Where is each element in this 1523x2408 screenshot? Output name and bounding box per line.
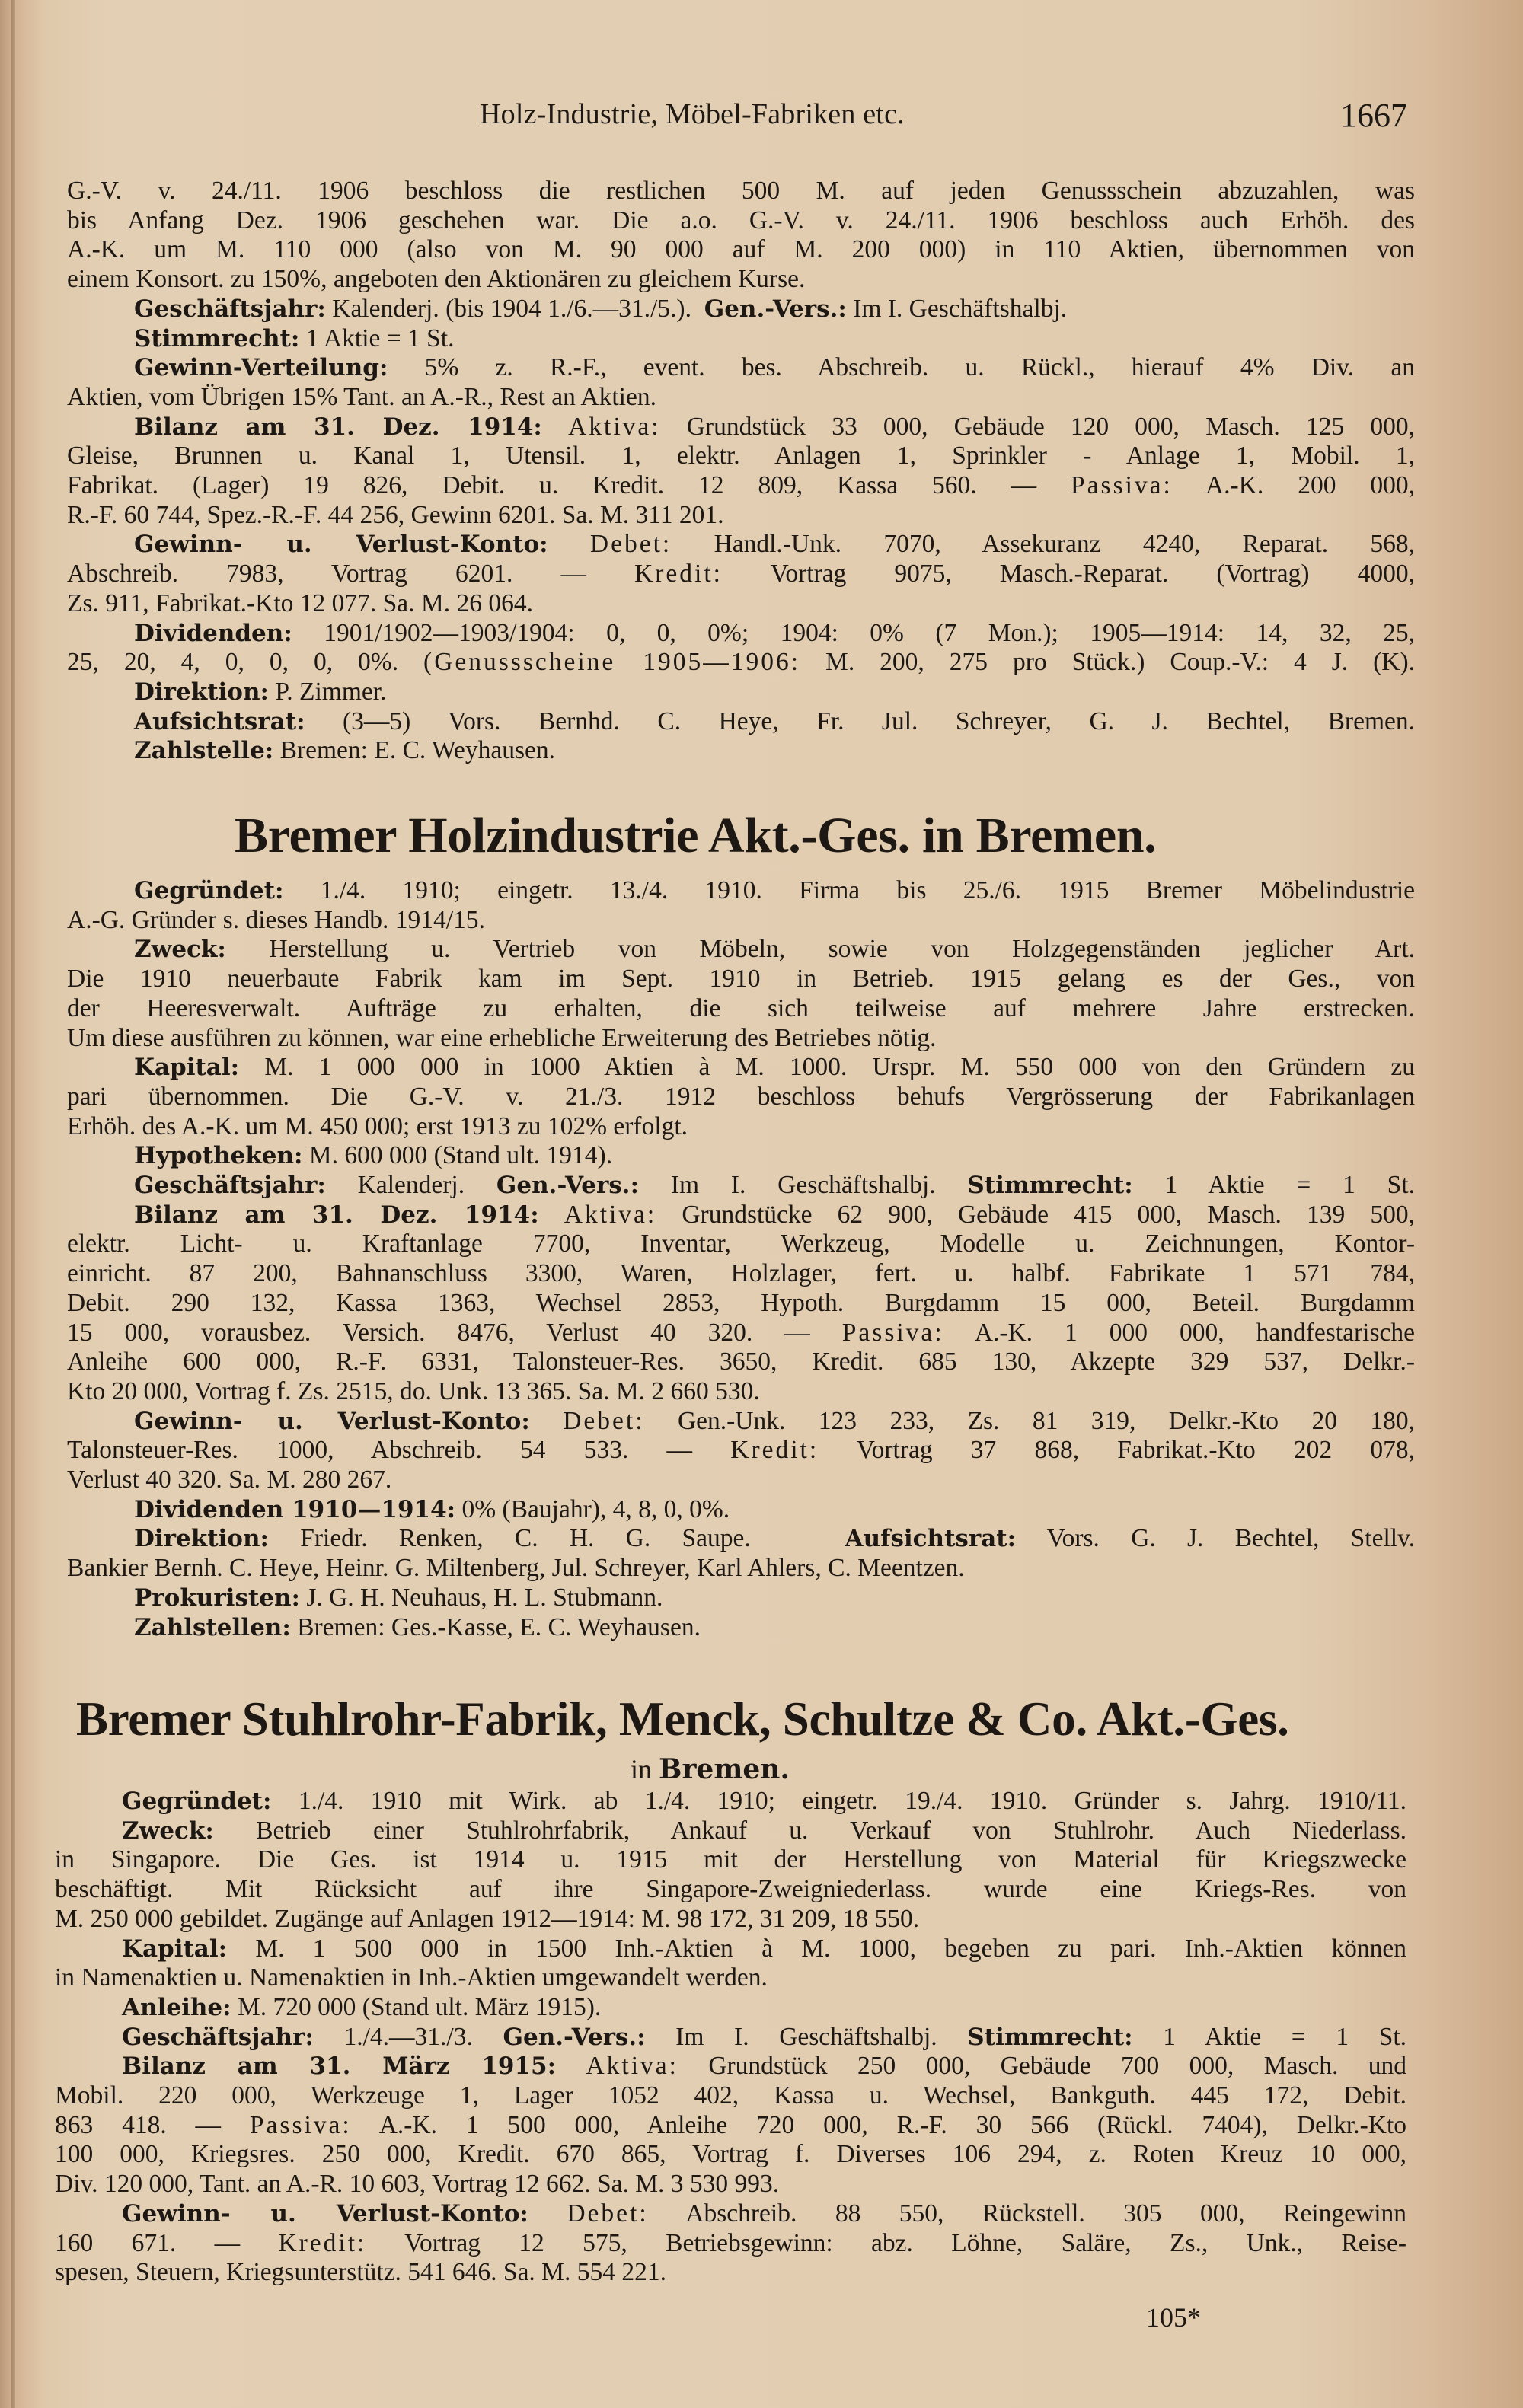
entry-title: Bremer Holzindustrie Akt.-Ges. in Bremen.: [235, 808, 1157, 863]
direktion-line: [67, 1524, 1415, 1554]
prokuristen-line: [67, 1584, 1415, 1613]
text-line: [67, 1319, 1415, 1348]
field-label: Aufsichtsrat:: [845, 1525, 1017, 1553]
text-span: (Genussscheine 1905—1906:: [423, 648, 801, 677]
aufsichtsrat-line: [67, 707, 1415, 737]
field-value: (3—5) Vors. Bernhd. C. Heye, Fr. Jul. Schreyer, G. J. Bechtel, Bremen.: [343, 706, 1416, 735]
text-span: 25, 20, 4, 0, 0, 0, 0%.: [67, 648, 399, 677]
text-line: [67, 648, 1415, 678]
text-line: [55, 2111, 1406, 2141]
text-line: beschäftigt. Mit Rücksicht auf ihre Singapore-Zweigniederlass. wurde eine Kriegs-Res. von: [55, 1875, 1406, 1904]
text-line: einricht. 87 200, Bahnanschluss 3300, Waren, Holzlager, fert. u. halbf. Fabrikate 1 571 784,: [67, 1259, 1415, 1288]
entry-subtitle: [631, 1753, 790, 1785]
field-value: 0% (Baujahr), 4, 8, 0, 0%.: [461, 1494, 730, 1523]
text-line: Verlust 40 320. Sa. M. 280 267.: [67, 1466, 392, 1494]
text-line: bis Anfang Dez. 1906 geschehen war. Die a.o. G.-V. v. 24./11. 1906 beschloss auch Erhöh. des: [67, 206, 1415, 234]
field-value: M. 1 000 000 in 1000 Aktien à M. 1000. Urspr. M. 550 000 von den Gründern zu: [264, 1053, 1415, 1082]
debet-label: Debet:: [567, 2199, 649, 2228]
text-span: A.-K. 1 000 000, handfestarische: [974, 1318, 1416, 1347]
book-spine-shadow: [11, 0, 15, 2408]
text-line: G.-V. v. 24./11. 1906 beschloss die restlichen 500 M. auf jeden Genussschein abzuzahlen, was: [67, 177, 1415, 205]
field-label: Stimmrecht:: [134, 324, 300, 352]
field-value: P. Zimmer.: [275, 677, 387, 706]
text-line: einem Konsort. zu 150%, angeboten den Aktionären zu gleichem Kurse.: [67, 265, 806, 294]
text-line: [67, 471, 1415, 501]
field-label: Hypotheken:: [134, 1142, 303, 1170]
text-line: elektr. Licht- u. Kraftanlage 7700, Inventar, Werkzeug, Modelle u. Zeichnungen, Kontor-: [67, 1230, 1415, 1258]
field-value: J. G. H. Neuhaus, H. L. Stubmann.: [306, 1583, 663, 1612]
field-value: Kalenderj. (bis 1904 1./6.—31./5.).: [332, 294, 691, 323]
field-label: Gewinn- u. Verlust-Konto:: [134, 531, 548, 559]
zahlstelle-line: [67, 736, 1415, 766]
text-line: pari übernommen. Die G.-V. v. 21./3. 1912 beschloss behufs Vergrösserung der Fabrikanlagen: [67, 1082, 1415, 1111]
field-label: Stimmrecht:: [967, 2023, 1133, 2051]
field-value: Bremen: E. C. Weyhausen.: [279, 736, 556, 765]
field-label: Zahlstelle:: [134, 737, 274, 765]
passiva-label: Passiva:: [249, 2110, 352, 2139]
subtitle-in: in: [631, 1754, 653, 1784]
geschaeftsjahr-line: [67, 1171, 1415, 1201]
text-line: [67, 560, 1415, 589]
field-value: Im I. Geschäftshalbj.: [853, 294, 1068, 323]
field-label: Geschäftsjahr:: [122, 2023, 314, 2051]
field-value: Bremen: Ges.-Kasse, E. C. Weyhausen.: [297, 1612, 701, 1641]
running-head: Holz-Industrie, Möbel-Fabriken etc.: [480, 98, 905, 130]
field-label: Bilanz am 31. März 1915:: [122, 2052, 557, 2081]
bilanz-line: [67, 413, 1415, 442]
field-value: Im I. Geschäftshalbj.: [670, 1171, 936, 1200]
text-span: 863 418. —: [55, 2110, 222, 2139]
text-span: 15 000, vorausbez. Versich. 8476, Verlust 40 320. —: [67, 1318, 810, 1347]
direktion-line: [67, 678, 1415, 707]
field-value: 1./4.—31./3.: [343, 2022, 473, 2051]
debet-label: Debet:: [589, 530, 672, 559]
geschaeftsjahr-line: [55, 2023, 1406, 2052]
field-value: Grundstück 250 000, Gebäude 700 000, Masch. und: [708, 2052, 1407, 2081]
field-label: Gen.-Vers.:: [704, 295, 847, 323]
bilanz-line: [55, 2052, 1406, 2081]
text-span: Vortrag 37 868, Fabrikat.-Kto 202 078,: [856, 1436, 1415, 1465]
field-label: Direktion:: [134, 1525, 269, 1553]
field-label: Aufsichtsrat:: [134, 707, 305, 735]
text-line: spesen, Steuern, Kriegsunterstütz. 541 646. Sa. M. 554 221.: [55, 2258, 666, 2287]
text-line: A.-K. um M. 110 000 (also von M. 90 000 auf M. 200 000) in 110 Aktien, übernommen von: [67, 235, 1415, 264]
kredit-label: Kredit:: [634, 560, 723, 588]
guv-line: [67, 1407, 1415, 1437]
field-label: Prokuristen:: [134, 1584, 300, 1612]
field-label: Zweck:: [122, 1816, 214, 1845]
field-label: Gewinn- u. Verlust-Konto:: [134, 1407, 530, 1435]
subtitle-city: Bremen.: [659, 1753, 790, 1785]
field-label: Gewinn-Verteilung:: [134, 354, 388, 382]
text-line: Aktien, vom Übrigen 15% Tant. an A.-R., Rest an Aktien.: [67, 382, 656, 411]
geschaeftsjahr-line: [67, 295, 1415, 324]
field-value: 1./4. 1910 mit Wirk. ab 1./4. 1910; eingetr. 19./4. 1910. Gründer s. Jahrg. 1910/11.: [298, 1787, 1407, 1815]
entry-stuhlrohr: [55, 1787, 1406, 2288]
passiva-label: Passiva:: [841, 1318, 944, 1347]
field-value: Betrieb einer Stuhlrohrfabrik, Ankauf u. Verkauf von Stuhlrohr. Auch Niederlass.: [256, 1816, 1407, 1845]
text-span: Vortrag 12 575, Betriebsgewinn: abz. Löhne, Saläre, Zs., Unk., Reise-: [404, 2228, 1406, 2257]
text-line: Zs. 911, Fabrikat.-Kto 12 077. Sa. M. 26 064.: [67, 588, 533, 617]
text-line: der Heeresverwalt. Aufträge zu erhalten, die sich teilweise auf mehrere Jahre erstrecken.: [67, 993, 1415, 1022]
page-number: 1667: [1340, 97, 1407, 134]
field-label: Kapital:: [122, 1934, 228, 1963]
text-span: Fabrikat. (Lager) 19 826, Debit. u. Kredit. 12 809, Kassa 560. —: [67, 471, 1037, 500]
field-label: Geschäftsjahr:: [134, 1172, 326, 1200]
field-label: Anleihe:: [122, 1993, 231, 2021]
dividenden-line: [67, 619, 1415, 649]
aktiva-label: Aktiva:: [586, 2052, 678, 2081]
text-span: A.-K. 200 000,: [1205, 471, 1416, 500]
debet-label: Debet:: [563, 1406, 645, 1435]
text-line: Debit. 290 132, Kassa 1363, Wechsel 2853, Hypoth. Burgdamm 15 000, Beteil. Burgdamm: [67, 1288, 1415, 1317]
entry-holzindustrie: [67, 876, 1415, 1642]
field-value: 1 Aktie = 1 St.: [1163, 2022, 1407, 2051]
entry-title: Bremer Stuhlrohr-Fabrik, Menck, Schultze & Co. Akt.-Ges.: [76, 1692, 1289, 1746]
field-label: Dividenden:: [134, 619, 292, 647]
field-label: Gen.-Vers.:: [503, 2023, 646, 2051]
field-label: Gegründet:: [134, 877, 284, 904]
kapital-line: [67, 1053, 1415, 1083]
text-line: 100 000, Kriegsres. 250 000, Kredit. 670 865, Vortrag f. Diverses 106 294, z. Roten Kreuz 10 000,: [55, 2140, 1406, 2169]
gegruendet-line: [55, 1787, 1406, 1816]
entry-previous-continuation: [67, 177, 1415, 766]
field-value: Vors. G. J. Bechtel, Stellv.: [1046, 1524, 1416, 1553]
field-label: Stimmrecht:: [967, 1172, 1133, 1200]
hypotheken-line: [67, 1141, 1415, 1171]
dividenden-line: [67, 1495, 1415, 1525]
text-line: Anleihe 600 000, R.-F. 6331, Talonsteuer-Res. 3650, Kredit. 685 130, Akzepte 329 537, Delkr.-: [67, 1348, 1415, 1376]
aktiva-label: Aktiva:: [564, 1200, 657, 1229]
text-span: M. 200, 275 pro Stück.) Coup.-V.: 4 J. (K).: [825, 648, 1415, 677]
field-label: Bilanz am 31. Dez. 1914:: [134, 1201, 539, 1229]
kapital-line: [55, 1934, 1406, 1964]
passiva-label: Passiva:: [1071, 471, 1173, 500]
field-label: Zahlstellen:: [134, 1613, 291, 1641]
field-value: M. 600 000 (Stand ult. 1914).: [308, 1141, 613, 1170]
field-label: Bilanz am 31. Dez. 1914:: [134, 413, 542, 441]
field-label: Gegründet:: [122, 1788, 272, 1815]
text-line: in Namenaktien u. Namenaktien in Inh.-Aktien umgewandelt werden.: [55, 1963, 768, 1992]
text-line: Bankier Bernh. C. Heye, Heinr. G. Miltenberg, Jul. Schreyer, Karl Ahlers, C. Meentzen.: [67, 1554, 965, 1583]
field-value: Herstellung u. Vertrieb von Möbeln, sowie von Holzgegenständen jeglicher Art.: [269, 935, 1416, 964]
text-line: Die 1910 neuerbaute Fabrik kam im Sept. 1910 in Betrieb. 1915 gelang es der Ges., von: [67, 965, 1415, 993]
field-value: M. 720 000 (Stand ult. März 1915).: [237, 1992, 602, 2021]
field-label: Geschäftsjahr:: [134, 295, 326, 323]
stimmrecht-line: [67, 324, 1415, 354]
text-line: Erhöh. des A.-K. um M. 450 000; erst 1913 zu 102% erfolgt.: [67, 1112, 688, 1140]
text-span: Talonsteuer-Res. 1000, Abschreib. 54 533. —: [67, 1436, 693, 1465]
zahlstellen-line: [67, 1613, 1415, 1643]
text-line: [67, 1436, 1415, 1466]
field-value: Handl.-Unk. 7070, Assekuranz 4240, Reparat. 568,: [714, 530, 1416, 559]
guv-line: [55, 2199, 1406, 2229]
field-value: Grundstücke 62 900, Gebäude 415 000, Masch. 139 500,: [682, 1200, 1416, 1229]
field-value: 1 Aktie = 1 St.: [305, 324, 455, 352]
field-value: Gen.-Unk. 123 233, Zs. 81 319, Delkr.-Kto 20 180,: [677, 1406, 1416, 1435]
field-label: Dividenden 1910—1914:: [134, 1495, 456, 1523]
text-line: Mobil. 220 000, Werkzeuge 1, Lager 1052 402, Kassa u. Wechsel, Bankguth. 445 172, Debit.: [55, 2081, 1406, 2110]
zweck-line: [67, 935, 1415, 965]
text-line: in Singapore. Die Ges. ist 1914 u. 1915 mit der Herstellung von Material für Kriegszwecke: [55, 1845, 1406, 1874]
kredit-label: Kredit:: [278, 2228, 367, 2257]
kredit-label: Kredit:: [730, 1436, 819, 1465]
anleihe-line: [55, 1993, 1406, 2023]
bilanz-line: [67, 1201, 1415, 1230]
zweck-line: [55, 1816, 1406, 1846]
aktiva-label: Aktiva:: [568, 412, 661, 441]
field-label: Zweck:: [134, 936, 226, 964]
text-line: A.-G. Gründer s. dieses Handb. 1914/15.: [67, 905, 485, 934]
text-span: Vortrag 9075, Masch.-Reparat. (Vortrag) 4000,: [770, 560, 1416, 588]
field-label: Direktion:: [134, 678, 269, 706]
text-span: A.-K. 1 500 000, Anleihe 720 000, R.-F. 30 566 (Rückl. 7404), Delkr.-Kto: [378, 2110, 1407, 2139]
text-line: Kto 20 000, Vortrag f. Zs. 2515, do. Unk. 13 365. Sa. M. 2 660 530.: [67, 1376, 760, 1405]
text-line: Um diese ausführen zu können, war eine erhebliche Erweiterung des Betriebes nötig.: [67, 1023, 937, 1052]
field-value: Kalenderj.: [357, 1171, 465, 1200]
field-value: M. 1 500 000 in 1500 Inh.-Aktien à M. 1000, begeben zu pari. Inh.-Aktien können: [255, 1934, 1406, 1963]
field-label: Gen.-Vers.:: [496, 1172, 640, 1200]
field-label: Gewinn- u. Verlust-Konto:: [122, 2199, 528, 2228]
signature-mark: 105*: [1146, 2302, 1201, 2333]
text-line: Div. 120 000, Tant. an A.-R. 10 603, Vortrag 12 662. Sa. M. 3 530 993.: [55, 2170, 780, 2199]
text-line: [55, 2229, 1406, 2259]
field-value: Abschreib. 88 550, Rückstell. 305 000, Reingewinn: [685, 2199, 1407, 2228]
field-value: 1901/1902—1903/1904: 0, 0, 0%; 1904: 0% (7 Mon.); 1905—1914: 14, 32, 25,: [324, 618, 1416, 647]
text-span: Abschreib. 7983, Vortrag 6201. —: [67, 560, 586, 588]
field-value: 1./4. 1910; eingetr. 13./4. 1910. Firma bis 25./6. 1915 Bremer Möbelindustrie: [320, 876, 1415, 904]
gewinnverteilung-line: [67, 353, 1415, 383]
field-label: Kapital:: [134, 1054, 240, 1082]
field-value: 5% z. R.-F., event. bes. Abschreib. u. Rückl., hierauf 4% Div. an: [424, 353, 1416, 382]
text-span: 160 671. —: [55, 2228, 241, 2257]
text-line: M. 250 000 gebildet. Zugänge auf Anlagen 1912—1914: M. 98 172, 31 209, 18 550.: [55, 1904, 920, 1933]
text-line: Gleise, Brunnen u. Kanal 1, Utensil. 1, elektr. Anlagen 1, Sprinkler - Anlage 1, Mobil. 1,: [67, 442, 1415, 470]
field-value: Grundstück 33 000, Gebäude 120 000, Masch. 125 000,: [686, 412, 1415, 441]
field-value: Friedr. Renken, C. H. G. Saupe.: [300, 1524, 751, 1553]
field-value: 1 Aktie = 1 St.: [1164, 1171, 1415, 1200]
gegruendet-line: [67, 876, 1415, 906]
field-value: Im I. Geschäftshalbj.: [675, 2022, 937, 2051]
guv-line: [67, 530, 1415, 560]
text-line: R.-F. 60 744, Spez.-R.-F. 44 256, Gewinn 6201. Sa. M. 311 201.: [67, 500, 724, 529]
